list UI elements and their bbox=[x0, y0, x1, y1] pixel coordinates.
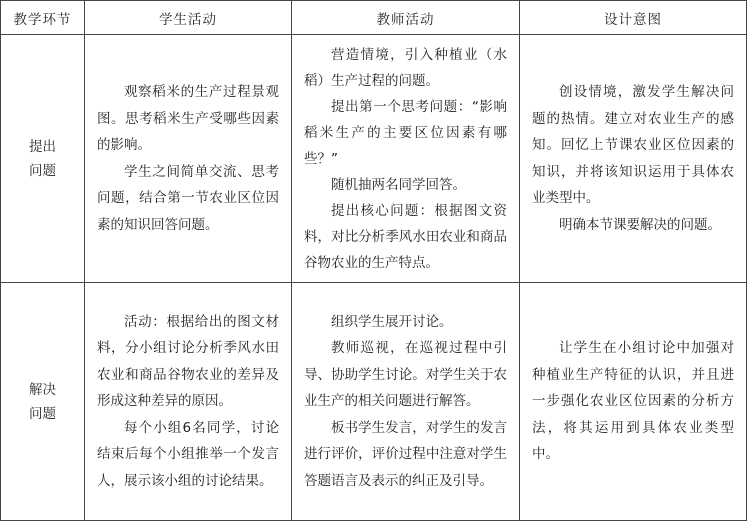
student-activity-cell bbox=[85, 35, 292, 283]
teacher-activity-cell bbox=[292, 283, 520, 521]
paragraph: 让学生在小组讨论中加强对种植业生产特征的认识，并且进一步强化农业区位因素的分析方法，将其运用到具体农业类型中。 bbox=[532, 340, 734, 463]
paragraph: 创设情境，激发学生解决问题的热情。建立对农业生产的感知。回忆上节课农业区位因素的知识，并将该知识运用于具体农业类型中。 bbox=[532, 84, 734, 206]
header-row bbox=[1, 1, 747, 35]
header-design-intent: 设计意图 bbox=[520, 1, 747, 35]
stage-cell bbox=[1, 35, 85, 283]
paragraph: 板书学生发言，对学生的发言进行评价，评价过程中注意对学生答题语言及表示的纠正及引导。 bbox=[304, 419, 507, 489]
stage-label-line: 提出 bbox=[29, 138, 56, 155]
paragraph: 营造情境，引入种植业（水稻）生产过程的问题。 bbox=[304, 46, 507, 89]
stage-cell bbox=[1, 283, 85, 521]
design-intent-cell bbox=[520, 283, 747, 521]
student-activity-cell bbox=[85, 283, 292, 521]
paragraph: 随机抽两名同学回答。 bbox=[331, 176, 466, 193]
table-row bbox=[1, 35, 747, 283]
header-teacher-activity: 教师活动 bbox=[292, 1, 520, 35]
paragraph: 学生之间简单交流、思考问题，结合第一节农业区位因素的知识回答问题。 bbox=[97, 163, 279, 233]
header-stage: 教学环节 bbox=[1, 1, 85, 35]
paragraph: 提出第一个思考问题：“影响稻米生产的主要区位因素有哪些？” bbox=[304, 98, 507, 167]
paragraph: 每个小组6名同学，讨论结束后每个小组推举一个发言人，展示该小组的讨论结果。 bbox=[97, 419, 279, 489]
stage-label-line: 问题 bbox=[29, 162, 56, 179]
teacher-activity-cell bbox=[292, 35, 520, 283]
header-student-activity: 学生活动 bbox=[85, 1, 292, 35]
paragraph: 教师巡视，在巡视过程中引导、协助学生讨论。对学生关于农业生产的相关问题进行解答。 bbox=[304, 340, 507, 410]
paragraph: 组织学生展开讨论。 bbox=[331, 313, 453, 330]
stage-label-line: 问题 bbox=[29, 405, 56, 422]
table-row bbox=[1, 283, 747, 521]
paragraph: 观察稻米的生产过程景观图。思考稻米生产受哪些因素的影响。 bbox=[97, 84, 279, 153]
design-intent-cell bbox=[520, 35, 747, 283]
paragraph: 活动：根据给出的图文材料，分小组讨论分析季风水田农业和商品谷物农业的差异及形成这种差异的原因。 bbox=[97, 313, 279, 410]
paragraph: 明确本节课要解决的问题。 bbox=[559, 216, 721, 233]
stage-label-line: 解决 bbox=[29, 381, 56, 398]
paragraph: 提出核心问题：根据图文资料，对比分析季风水田农业和商品谷物农业的生产特点。 bbox=[304, 202, 507, 271]
